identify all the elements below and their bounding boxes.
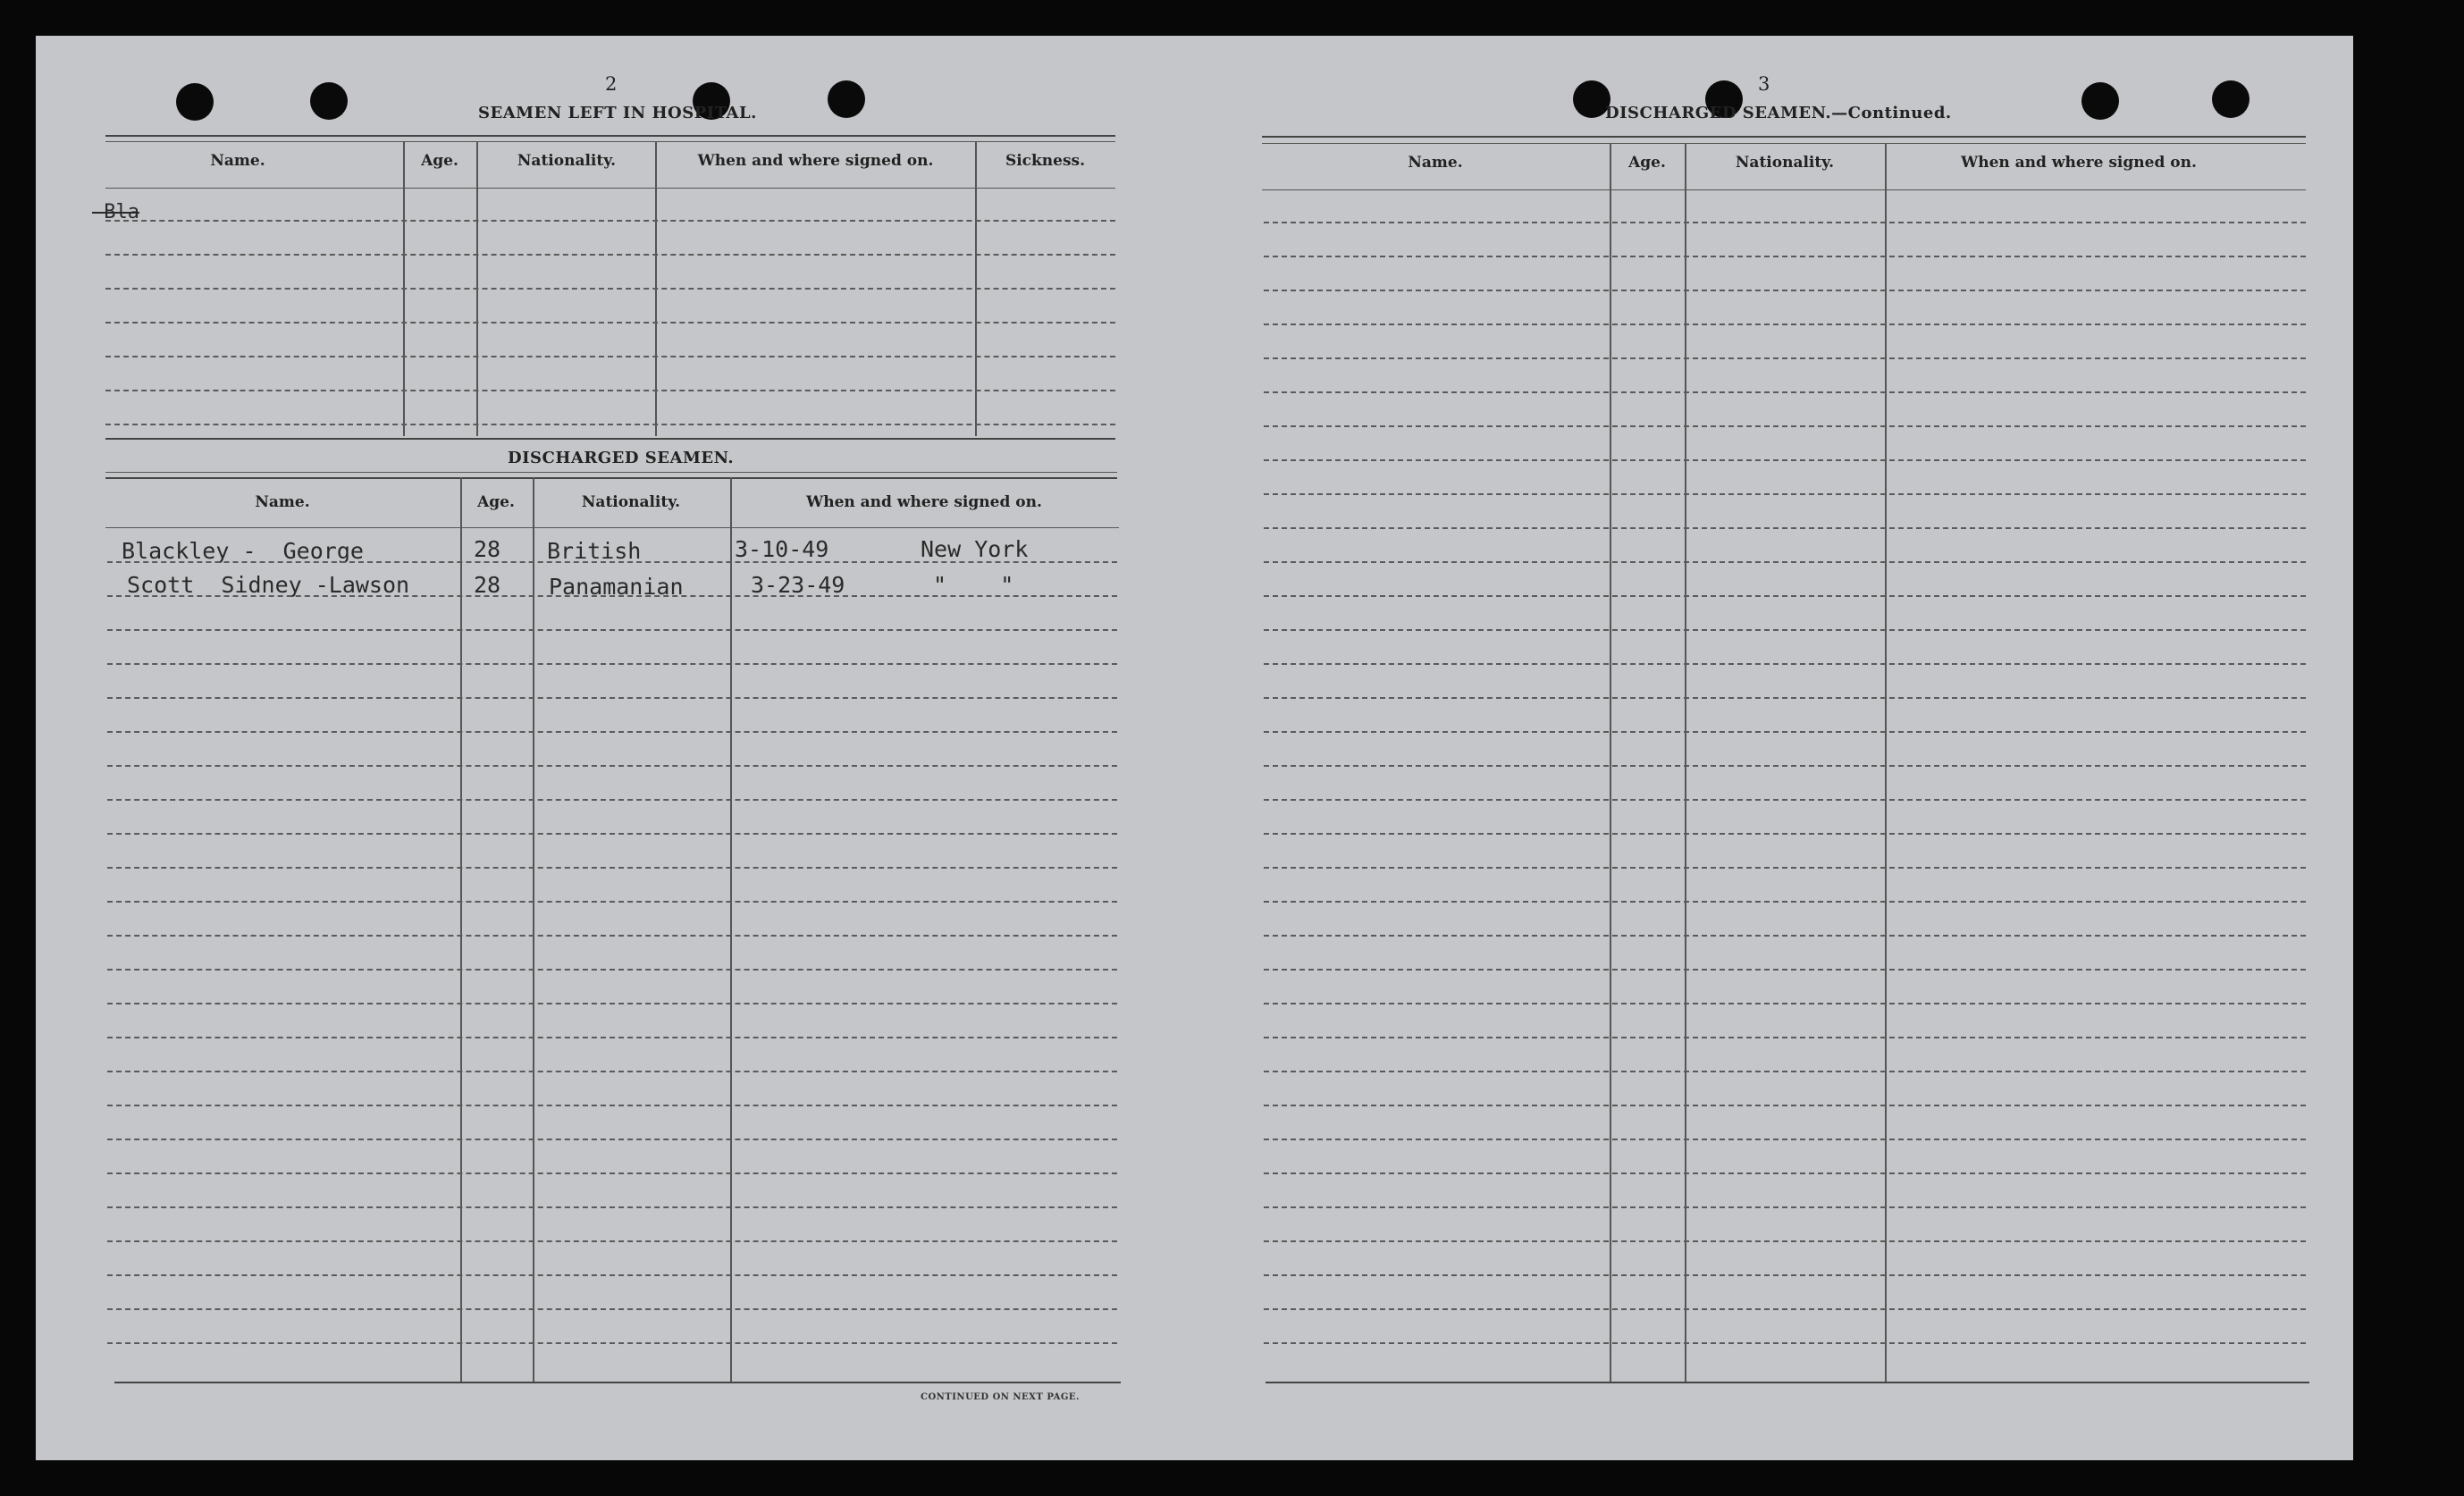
column-divider — [533, 477, 534, 1382]
column-divider — [1685, 143, 1686, 1382]
ruled-line — [107, 867, 1117, 869]
ruled-line — [107, 1139, 1117, 1140]
ruled-line — [1264, 527, 2306, 529]
col-header-age: Age. — [421, 152, 458, 170]
col-header-signed-on: When and where signed on. — [806, 493, 1042, 511]
punch-hole — [2081, 82, 2119, 120]
column-divider — [730, 477, 732, 1382]
ruled-line — [1264, 697, 2306, 699]
ruled-line — [1264, 867, 2306, 869]
col-header-age: Age. — [1628, 154, 1666, 172]
ruled-line — [107, 1172, 1117, 1174]
ruled-line — [107, 595, 1117, 597]
ruled-line — [107, 901, 1117, 903]
col-header-nationality: Nationality. — [581, 493, 681, 511]
ruled-line — [105, 356, 1115, 357]
hospital-section-title: SEAMEN LEFT IN HOSPITAL. — [478, 104, 757, 122]
seaman-signed-date: 3-23-49 — [751, 572, 845, 598]
rule — [105, 477, 1117, 479]
ruled-line — [1264, 663, 2306, 665]
rule — [1262, 189, 2306, 190]
ruled-line — [107, 663, 1117, 665]
ruled-line — [1264, 1139, 2306, 1140]
discharged-continued-title: DISCHARGED SEAMEN.—Continued. — [1605, 104, 1952, 122]
ruled-line — [107, 1105, 1117, 1106]
discharged-section-title: DISCHARGED SEAMEN. — [508, 449, 735, 467]
continued-note: CONTINUED ON NEXT PAGE. — [921, 1392, 1081, 1402]
punch-hole — [2212, 80, 2250, 118]
punch-hole — [310, 82, 348, 120]
ruled-line — [1264, 256, 2306, 257]
ruled-line — [1264, 459, 2306, 461]
ruled-line — [1264, 290, 2306, 291]
ruled-line — [1264, 765, 2306, 767]
ruled-line — [1264, 1037, 2306, 1038]
ruled-line — [107, 1037, 1117, 1038]
document-sheet — [36, 36, 2353, 1460]
rule — [105, 135, 1115, 137]
ruled-line — [1264, 391, 2306, 393]
ruled-line — [1264, 935, 2306, 937]
seaman-signed-place: New York — [921, 536, 1029, 562]
rule — [114, 1382, 1121, 1383]
ruled-line — [107, 1206, 1117, 1208]
ruled-line — [107, 935, 1117, 937]
ruled-line — [1264, 833, 2306, 835]
rule — [1262, 143, 2306, 144]
seaman-nationality: Panamanian — [549, 574, 684, 600]
ruled-line — [107, 1003, 1117, 1004]
ruled-line — [107, 765, 1117, 767]
ruled-line — [1264, 1206, 2306, 1208]
rule — [1262, 136, 2306, 138]
ruled-line — [1264, 1105, 2306, 1106]
rule — [105, 527, 1119, 528]
rule — [105, 472, 1117, 473]
ruled-line — [105, 254, 1115, 256]
ruled-line — [1264, 901, 2306, 903]
rule — [1266, 1382, 2309, 1383]
ruled-line — [107, 1342, 1117, 1344]
col-header-nationality: Nationality. — [517, 152, 617, 170]
ruled-line — [1264, 1172, 2306, 1174]
col-header-name: Name. — [210, 152, 265, 170]
seaman-name: Blackley - George — [122, 538, 364, 564]
ruled-line — [1264, 357, 2306, 359]
ruled-line — [107, 561, 1117, 563]
ruled-line — [1264, 1240, 2306, 1242]
ruled-line — [1264, 1071, 2306, 1072]
seaman-age: 28 — [474, 536, 501, 562]
ruled-line — [1264, 1003, 2306, 1004]
ruled-line — [105, 288, 1115, 290]
ruled-line — [1264, 561, 2306, 563]
ruled-line — [105, 424, 1115, 425]
seaman-signed-date: 3-10-49 — [735, 536, 829, 562]
ruled-line — [107, 1274, 1117, 1276]
ruled-line — [107, 799, 1117, 801]
struck-entry: -Bla — [92, 201, 139, 223]
column-divider — [1610, 143, 1611, 1382]
ruled-line — [107, 1240, 1117, 1242]
ruled-line — [1264, 1342, 2306, 1344]
ruled-line — [1264, 799, 2306, 801]
page-number: 3 — [1758, 73, 1770, 95]
seaman-nationality: British — [547, 538, 642, 564]
col-header-signed-on: When and where signed on. — [697, 152, 934, 170]
seaman-age: 28 — [474, 572, 501, 598]
col-header-sickness: Sickness. — [1005, 152, 1086, 170]
ruled-line — [1264, 222, 2306, 223]
ruled-line — [1264, 969, 2306, 971]
rule — [105, 439, 1115, 440]
page-number: 2 — [605, 73, 618, 95]
punch-hole — [176, 83, 214, 121]
ruled-line — [107, 833, 1117, 835]
ruled-line — [107, 969, 1117, 971]
ruled-line — [1264, 629, 2306, 631]
ruled-line — [1264, 1308, 2306, 1310]
ruled-line — [1264, 1274, 2306, 1276]
ruled-line — [107, 1308, 1117, 1310]
ruled-line — [1264, 595, 2306, 597]
ruled-line — [1264, 425, 2306, 427]
col-header-signed-on: When and where signed on. — [1961, 154, 2197, 172]
punch-hole — [828, 80, 865, 118]
ruled-line — [1264, 493, 2306, 495]
ruled-line — [107, 1071, 1117, 1072]
ruled-line — [1264, 731, 2306, 733]
ruled-line — [105, 220, 1115, 222]
rule — [105, 141, 1115, 142]
col-header-name: Name. — [1408, 154, 1463, 172]
column-divider — [460, 477, 462, 1382]
seaman-name: Scott Sidney -Lawson — [127, 572, 410, 598]
ruled-line — [1264, 324, 2306, 325]
ruled-line — [107, 731, 1117, 733]
ruled-line — [107, 697, 1117, 699]
rule — [105, 188, 1115, 189]
col-header-nationality: Nationality. — [1735, 154, 1835, 172]
ruled-line — [105, 322, 1115, 324]
ruled-line — [105, 390, 1115, 391]
ruled-line — [107, 629, 1117, 631]
col-header-age: Age. — [477, 493, 515, 511]
column-divider — [1885, 143, 1887, 1382]
col-header-name: Name. — [255, 493, 310, 511]
seaman-signed-place: " " — [933, 572, 1014, 598]
